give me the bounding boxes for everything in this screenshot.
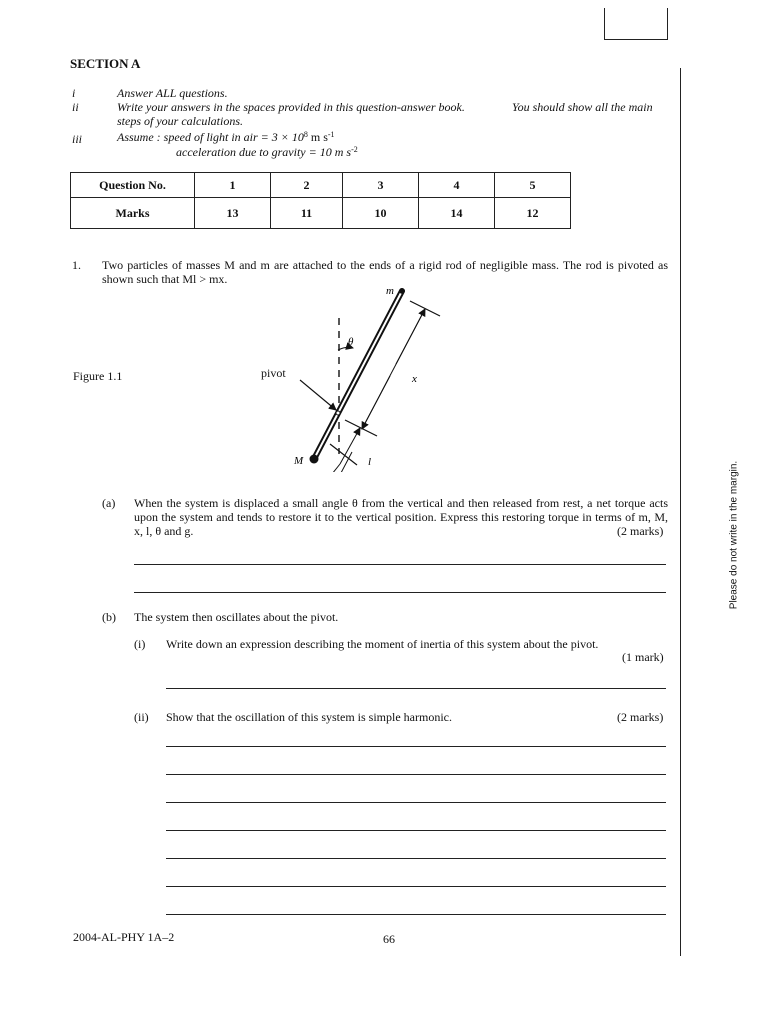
part-b-i-label: (i) — [134, 637, 146, 651]
exponent: -2 — [351, 145, 358, 154]
question-cell: 3 — [343, 173, 419, 198]
part-b-ii-label: (ii) — [134, 710, 149, 724]
M-label: M — [294, 455, 304, 467]
instruction-num: iii — [72, 132, 83, 146]
part-b-i-text: Write down an expression describing the moment of inertia of this system about the pivot. — [166, 637, 599, 651]
l-dimension-line — [332, 452, 352, 472]
margin-rule — [680, 68, 681, 956]
rod-highlight — [314, 291, 402, 459]
question-cell: 2 — [270, 173, 342, 198]
x-arrow-down — [362, 376, 390, 429]
part-a-text — [134, 496, 668, 538]
m-label: m — [386, 285, 394, 297]
figure-label: Figure 1.1 — [73, 369, 123, 383]
x-arrow-up — [396, 309, 425, 364]
instruction-text — [117, 100, 668, 115]
answer-line[interactable] — [166, 914, 666, 915]
marks-cell: 12 — [494, 198, 570, 229]
marks-header: Marks — [71, 198, 195, 229]
margin-note: Please do not write in the margin. — [728, 460, 740, 610]
marks-table — [70, 172, 571, 229]
part-a-body: When the system is displaced a small angle θ from the vertical and then released from rest, a net torque acts upon the system and tends to restore it to the vertical position. Express this restoring torque in terms of m, M, x, l, θ and g. — [134, 496, 668, 538]
question-intro: Two particles of masses M and m are attached to the ends of a rigid rod of negligible mass. The rod is pivoted as shown such that Ml > mx. — [102, 258, 668, 286]
table-row — [71, 173, 571, 198]
question-cell: 1 — [195, 173, 271, 198]
answer-line[interactable] — [166, 830, 666, 831]
part-a-label: (a) — [102, 496, 116, 510]
answer-line[interactable] — [134, 592, 666, 593]
x-label: x — [412, 373, 417, 385]
mass-M-particle — [310, 455, 319, 464]
marks-cell: 13 — [195, 198, 271, 229]
question-cell: 5 — [494, 173, 570, 198]
instruction-text — [117, 130, 335, 145]
l-label: l — [368, 456, 372, 468]
l-dimension-tick-bottom — [330, 444, 357, 465]
answer-line[interactable] — [134, 564, 666, 565]
page-number: 66 — [383, 932, 395, 946]
answer-line[interactable] — [166, 802, 666, 803]
question-no-header: Question No. — [71, 173, 195, 198]
assume-light: Assume : speed of light in air = 3 × 10 — [117, 130, 304, 144]
table-row — [71, 198, 571, 229]
theta-label: θ — [348, 336, 354, 348]
paper-code: 2004-AL-PHY 1A–2 — [73, 930, 175, 944]
l-arrow-up — [340, 428, 360, 464]
marks-cell: 10 — [343, 198, 419, 229]
part-b-ii-marks: (2 marks) — [617, 710, 664, 724]
section-title: SECTION A — [70, 56, 141, 71]
pivot-arrow — [300, 380, 336, 410]
marks-cell: 14 — [419, 198, 495, 229]
mass-m-particle — [399, 288, 405, 294]
answer-line[interactable] — [166, 858, 666, 859]
exponent: 8 — [303, 130, 308, 139]
instruction-text-cont: steps of your calculations. — [117, 114, 243, 128]
answer-line[interactable] — [166, 774, 666, 775]
part-b-ii-text: Show that the oscillation of this system is simple harmonic. — [166, 710, 452, 724]
instruction-text-gravity — [176, 145, 358, 160]
part-b-i-marks: (1 mark) — [622, 650, 664, 664]
answer-line[interactable] — [166, 886, 666, 887]
answer-line[interactable] — [166, 688, 666, 689]
x-dimension-tick-top — [410, 301, 440, 316]
exponent: -1 — [327, 130, 335, 139]
corner-box — [604, 8, 668, 40]
instruction-text: Answer ALL questions. — [117, 86, 228, 100]
part-a-marks: (2 marks) — [617, 524, 664, 538]
answer-line[interactable] — [166, 746, 666, 747]
part-b-label: (b) — [102, 610, 116, 624]
part-b-text: The system then oscillates about the pivot. — [134, 610, 339, 624]
l-extension — [332, 464, 340, 472]
rod-pivot-diagram — [290, 282, 460, 472]
question-number: 1. — [72, 258, 81, 272]
question-cell: 4 — [419, 173, 495, 198]
pivot-point — [336, 411, 340, 415]
pivot-label: pivot — [261, 366, 286, 380]
instruction-num: ii — [72, 100, 79, 114]
assume-gravity: acceleration due to gravity = 10 m s — [176, 145, 352, 159]
unit: m s — [307, 130, 328, 144]
pivot-dimension-tick — [345, 420, 377, 436]
instruction-text-right: You should show all the main — [512, 100, 653, 114]
instruction-text-left: Write your answers in the spaces provided in this question-answer book. — [117, 100, 465, 114]
instruction-num: i — [72, 86, 76, 100]
marks-cell: 11 — [270, 198, 342, 229]
